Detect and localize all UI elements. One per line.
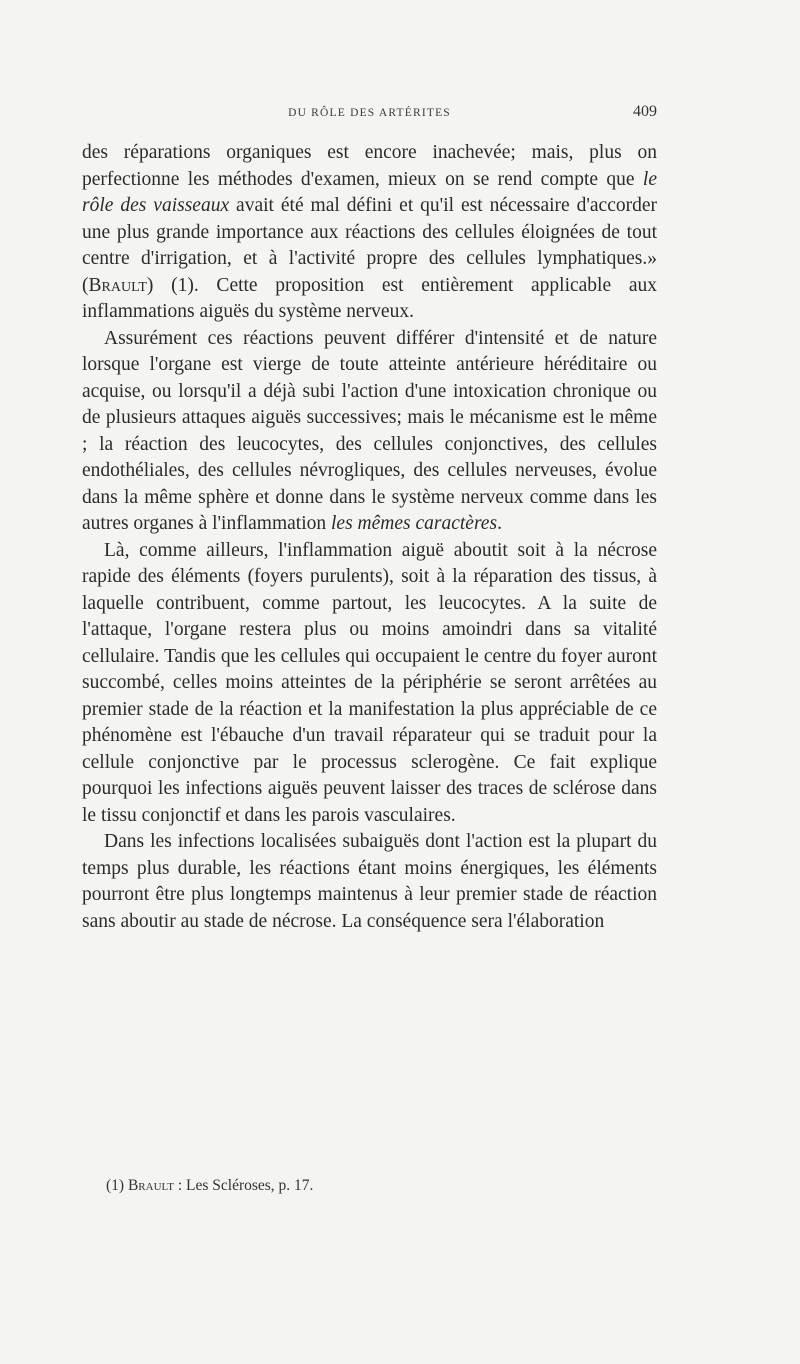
- paragraph-1: [82, 140, 657, 326]
- footnote-marker: (1): [106, 1177, 128, 1194]
- paragraph-4: Dans les infections localisées subaiguës dont l'action est la plupart du temps plus durable, les réactions étant moins énergiques, les éléments pourront être plus longtemps maintenus à leur premier stade de réaction sans aboutir au stade de nécrose. La conséquence sera l'élaboration: [82, 831, 657, 932]
- footnote: [106, 1176, 656, 1196]
- page-number: 409: [633, 103, 657, 120]
- page-header: [82, 105, 657, 125]
- body-text: [82, 140, 657, 935]
- paragraph-1-text-b: avait été mal défini et qu'il est nécessaire d'accorder une plus grande importance aux réactions des cellules éloignées de tout centre d'irrigation, et à l'activité propre des cellules lymphatiques.» (: [82, 195, 658, 296]
- footnote-author: Brault: [127, 1177, 174, 1194]
- footnote-text: : Les Scléroses, p. 17.: [173, 1177, 314, 1194]
- paragraph-2: [82, 326, 657, 538]
- paragraph-1-text-c: ) (1). Cette proposition est entièrement applicable aux inflammations aiguës du système nerveux.: [82, 274, 657, 322]
- paragraph-2-text-a: Assurément ces réactions peuvent différer d'intensité et de nature lorsque l'organe est vierge de toute atteinte antérieure héréditaire ou acquise, ou lorsqu'il a déjà subi l'action d'une intoxication chronique ou de plusieurs attaques aiguës successives; mais le mécanisme est le même ; la réaction des leucocytes, des cellules conjonctives, des cellules endothéliales, des cellules névrogliques, des cellules nerveuses, évolue dans la même sphère et donne dans le système nerveux comme dans les autres organes à l'inflammation: [82, 327, 657, 534]
- paragraph-1-text-a: des réparations organiques est encore inachevée; mais, plus on perfectionne les méthodes d'examen, mieux on se rend compte que: [82, 142, 657, 190]
- running-head: DU RÔLE DES ARTÉRITES: [288, 107, 451, 119]
- paragraph-1-author: Brault: [88, 274, 147, 296]
- paragraph-2-text-b: .: [497, 513, 502, 534]
- paragraph-2-emphasis: les mêmes caractères: [331, 513, 498, 534]
- paragraph-1-emphasis: le rôle des vaisseaux: [82, 168, 657, 216]
- paragraph-3: Là, comme ailleurs, l'inflammation aiguë aboutit soit à la nécrose rapide des éléments (foyers purulents), soit à la réparation des tissus, à laquelle contribuent, comme partout, les leucocytes. A la suite de l'attaque, l'organe restera plus ou moins amoindri dans sa vitalité cellulaire. Tandis que les cellules qui occupaient le centre du foyer auront succombé, celles moins atteintes de la périphérie se seront arrêtées au premier stade de la réaction et la manifestation la plus appréciable de ce phénomène est l'ébauche d'un travail réparateur qui se traduit pour la cellule conjonctive par le processus sclerogène. Ce fait explique pourquoi les infections aiguës peuvent laisser des traces de sclérose dans le tissu conjonctif et dans les parois vasculaires.: [82, 539, 657, 826]
